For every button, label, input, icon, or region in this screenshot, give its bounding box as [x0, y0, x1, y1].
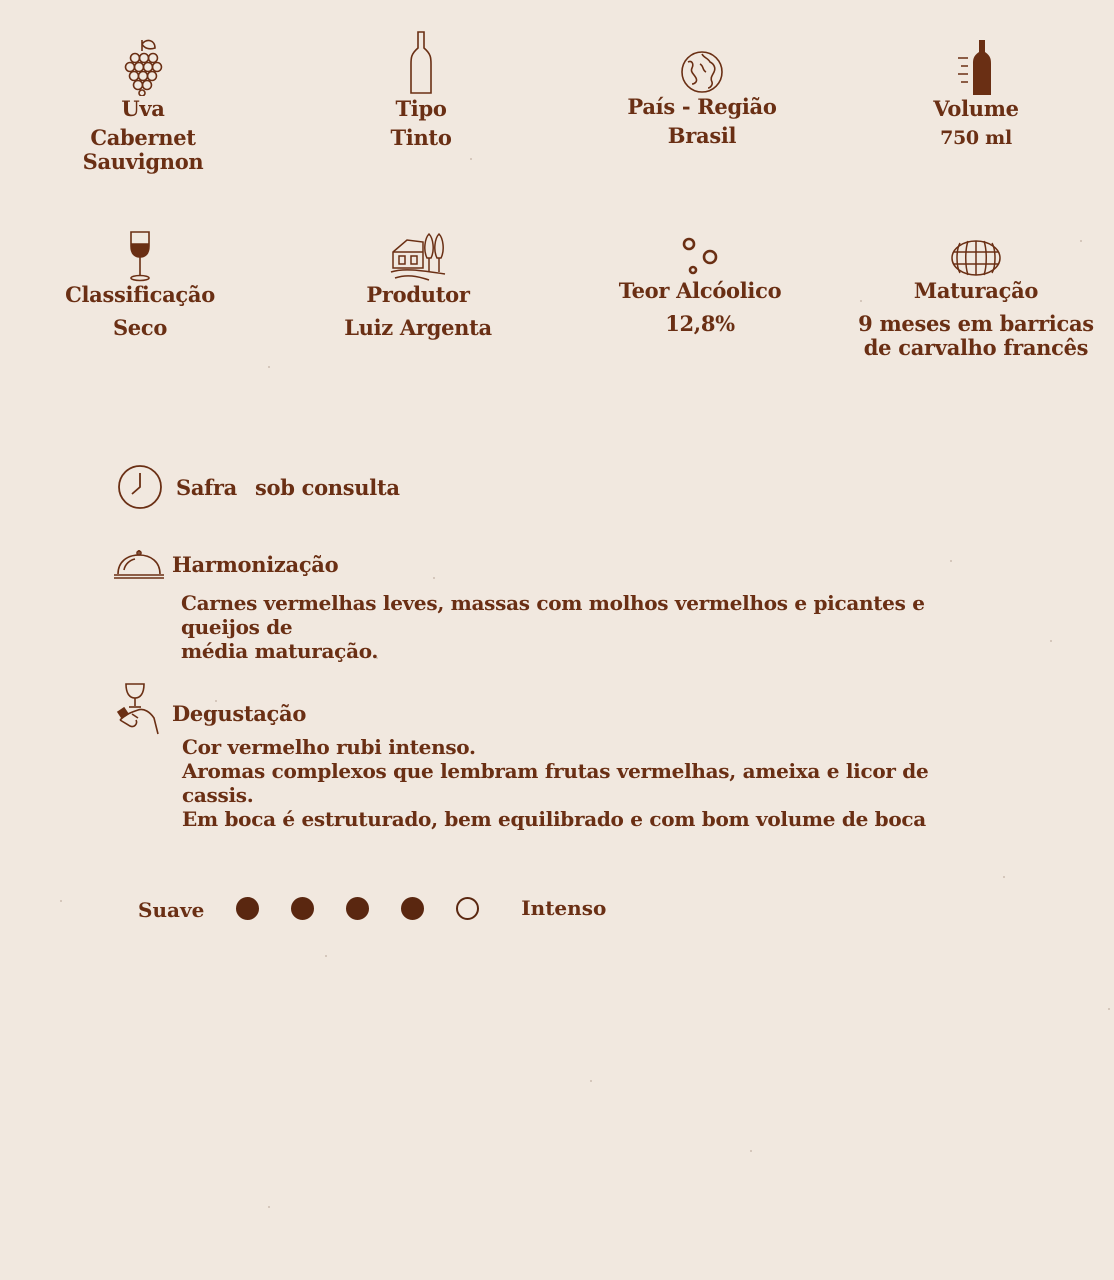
spec-maturation [856, 238, 1096, 360]
spec-value: Tinto [390, 125, 452, 150]
degustacao-row [116, 680, 306, 738]
cloche-icon [113, 548, 165, 580]
wine-bottle-outline-icon [409, 30, 433, 96]
spec-value: Cabernet Sauvignon [82, 125, 204, 174]
spec-label: Classificação [65, 282, 215, 307]
harmonizacao-label: Harmonização [172, 551, 339, 577]
intensity-dots [236, 897, 511, 920]
farm-icon [389, 228, 447, 282]
harmonizacao-text: Carnes vermelhas leves, massas com molhos vermelhos e picantes e queijos de média maturação. [181, 591, 925, 663]
intensity-dot-filled [236, 897, 259, 920]
globe-icon [680, 50, 724, 94]
spec-grape [28, 38, 258, 174]
spec-value: 750 ml [940, 127, 1012, 149]
spec-value: Brasil [667, 123, 737, 148]
intensity-scale [138, 890, 606, 926]
spec-type [321, 30, 521, 150]
spec-classification [56, 230, 224, 340]
clock-icon [117, 464, 163, 510]
grape-icon [121, 38, 165, 96]
spec-volume [876, 38, 1076, 150]
spec-label: Maturação [913, 278, 1039, 303]
safra-row [117, 464, 400, 510]
intensity-dot-filled [401, 897, 424, 920]
spec-producer [318, 228, 518, 340]
tasting-hand-icon [116, 680, 162, 738]
spec-value: Seco [112, 315, 168, 340]
intensity-dot-empty [456, 897, 479, 920]
intensity-min-label: Suave [138, 898, 205, 922]
spec-value: 12,8% [665, 311, 735, 336]
degustacao-text: Cor vermelho rubi intenso. Aromas complexos que lembram frutas vermelhas, ameixa e licor de cassis. Em boca é estruturado, bem equilibrado e com bom volume de boca [182, 735, 929, 831]
spec-label: País - Região [627, 94, 777, 119]
safra-value: sob consulta [254, 474, 400, 500]
intensity-dot-filled [346, 897, 369, 920]
spec-label: Tipo [395, 96, 447, 121]
spec-label: Teor Alcóolico [618, 278, 782, 303]
spec-alcohol [596, 236, 804, 336]
wine-glass-icon [127, 230, 153, 282]
intensity-max-label: Intenso [521, 896, 607, 920]
intensity-dot-filled [291, 897, 314, 920]
spec-value: Luiz Argenta [344, 315, 492, 340]
bottle-volume-icon [956, 38, 996, 96]
bubbles-icon [679, 236, 721, 278]
spec-label: Uva [121, 96, 165, 121]
spec-label: Produtor [366, 282, 470, 307]
spec-country [590, 50, 814, 148]
spec-value: 9 meses em barricas de carvalho francês [858, 311, 1094, 360]
safra-label: Safra [176, 474, 237, 500]
harmonizacao-row [113, 548, 338, 580]
spec-label: Volume [933, 96, 1019, 121]
degustacao-label: Degustação [172, 700, 307, 726]
barrel-icon [950, 238, 1002, 278]
